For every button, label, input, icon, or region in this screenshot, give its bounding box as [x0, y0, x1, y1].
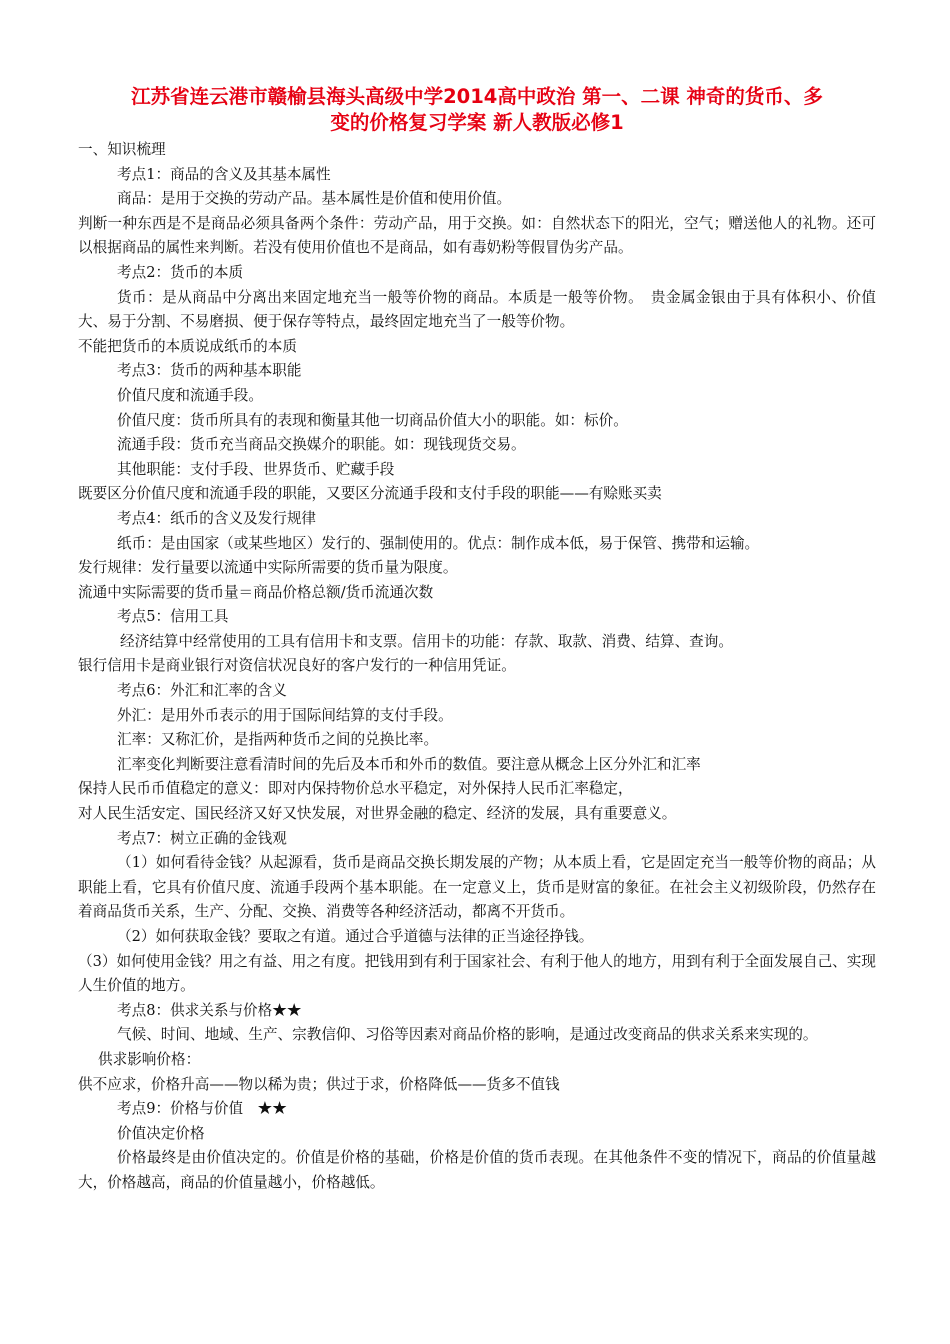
k6-heading: 考点6：外汇和汇率的含义 — [117, 682, 287, 700]
k9-heading: 考点9：价格与价值 ★★ — [117, 1100, 287, 1118]
k5-line-1: 经济结算中经常使用的工具有信用卡和支票。信用卡的功能：存款、取款、消费、结算、查询。 — [120, 632, 733, 650]
k4-rule: 发行规律：发行量要以流通中实际所需要的货币量为限度。 — [78, 559, 458, 577]
k7-heading: 考点7：树立正确的金钱观 — [117, 829, 287, 847]
k6-line-4: 保持人民币币值稳定的意义：即对内保持物价总水平稳定，对外保持人民币汇率稳定， — [78, 780, 633, 798]
k7-paragraph-3: （3）如何使用金钱？用之有益、用之有度。把钱用到有利于国家社会、有利于他人的地方，用到有利于全面发展自己、实现人生价值的地方。 — [78, 952, 876, 995]
k5-heading: 考点5：信用工具 — [117, 608, 229, 626]
k6-line-5: 对人民生活安定、国民经济又好又快发展，对世界金融的稳定、经济的发展，具有重要意义。 — [78, 805, 677, 823]
k8-paragraph-2: 供求影响价格： — [98, 1050, 201, 1068]
title-line-1: 江苏省连云港市赣榆县海头高级中学2014高中政治 第一、二课 神奇的货币、多 — [131, 85, 823, 108]
k8-heading: 考点8：供求关系与价格★★ — [117, 1001, 302, 1019]
k6-line-2: 汇率：又称汇价，是指两种货币之间的兑换比率。 — [117, 731, 439, 749]
k3-line-1: 价值尺度和流通手段。 — [117, 386, 263, 404]
document-title — [78, 84, 876, 136]
k3-note: 既要区分价值尺度和流通手段的职能，又要区分流通手段和支付手段的职能——有赊账买卖 — [78, 485, 662, 503]
k3-heading: 考点3：货币的两种基本职能 — [117, 362, 302, 380]
k1-heading: 考点1：商品的含义及其基本属性 — [117, 165, 331, 183]
k5-line-2: 银行信用卡是商业银行对资信状况良好的客户发行的一种信用凭证。 — [78, 657, 516, 675]
k1-judgement: 判断一种东西是不是商品必须具备两个条件：劳动产品，用于交换。如：自然状态下的阳光，空气；赠送他人的礼物。还可以根据商品的属性来判断。若没有使用价值也不是商品，如有毒奶粉等假冒伪劣产品。 — [78, 214, 876, 257]
k3-line-2: 价值尺度：货币所具有的表现和衡量其他一切商品价值大小的职能。如：标价。 — [117, 411, 628, 429]
k9-paragraph-1: 价格最终是由价值决定的。价值是价格的基础，价格是价值的货币表现。在其他条件不变的情况下，商品的价值量越大，价格越高，商品的价值量越小，价格越低。 — [78, 1149, 876, 1191]
section-heading: 一、知识梳理 — [78, 141, 166, 158]
k2-note: 不能把货币的本质说成纸币的本质 — [78, 337, 297, 355]
k3-line-4: 其他职能：支付手段、世界货币、贮藏手段 — [117, 460, 395, 478]
k3-line-3: 流通手段：货币充当商品交换媒介的职能。如：现钱现货交易。 — [117, 436, 526, 454]
k8-paragraph-1: 气候、时间、地域、生产、宗教信仰、习俗等因素对商品价格的影响，是通过改变商品的供求关系来实现的。 — [117, 1026, 818, 1044]
k7-paragraph-1: （1）如何看待金钱？从起源看，货币是商品交换长期发展的产物；从本质上看，它是固定充当一般等价物的商品；从职能上看，它具有价值尺度、流通手段两个基本职能。在一定意义上，货币是财富的象征。在社会主义初级阶段，仍然存在着商品货币关系，生产、分配、交换、消费等各种经济活动，都离不开货币。 — [78, 854, 876, 921]
k4-formula: 流通中实际需要的货币量＝商品价格总额/货币流通次数 — [78, 583, 434, 601]
k9-line-1: 价值决定价格 — [117, 1124, 205, 1142]
k2-definition: 货币：是从商品中分离出来固定地充当一般等价物的商品。本质是一般等价物。 贵金属金银由于具有体积小、价值大、易于分割、不易磨损、便于保存等特点，最终固定地充当了一般等价物。 — [78, 288, 876, 331]
k4-heading: 考点4：纸币的含义及发行规律 — [117, 509, 317, 527]
k7-paragraph-2: （2）如何获取金钱？要取之有道。通过合乎道德与法律的正当途径挣钱。 — [117, 928, 594, 945]
k8-paragraph-3: 供不应求，价格升高——物以稀为贵；供过于求，价格降低——货多不值钱 — [78, 1075, 560, 1093]
k6-line-1: 外汇：是用外币表示的用于国际间结算的支付手段。 — [117, 706, 453, 724]
k4-definition: 纸币：是由国家（或某些地区）发行的、强制使用的。优点：制作成本低，易于保管、携带和运输。 — [117, 534, 760, 552]
k1-definition: 商品：是用于交换的劳动产品。基本属性是价值和使用价值。 — [117, 190, 512, 208]
k2-heading: 考点2：货币的本质 — [117, 263, 244, 281]
title-line-2: 变的价格复习学案 新人教版必修1 — [330, 111, 624, 134]
k6-line-3: 汇率变化判断要注意看清时间的先后及本币和外币的数值。要注意从概念上区分外汇和汇率 — [117, 755, 701, 773]
